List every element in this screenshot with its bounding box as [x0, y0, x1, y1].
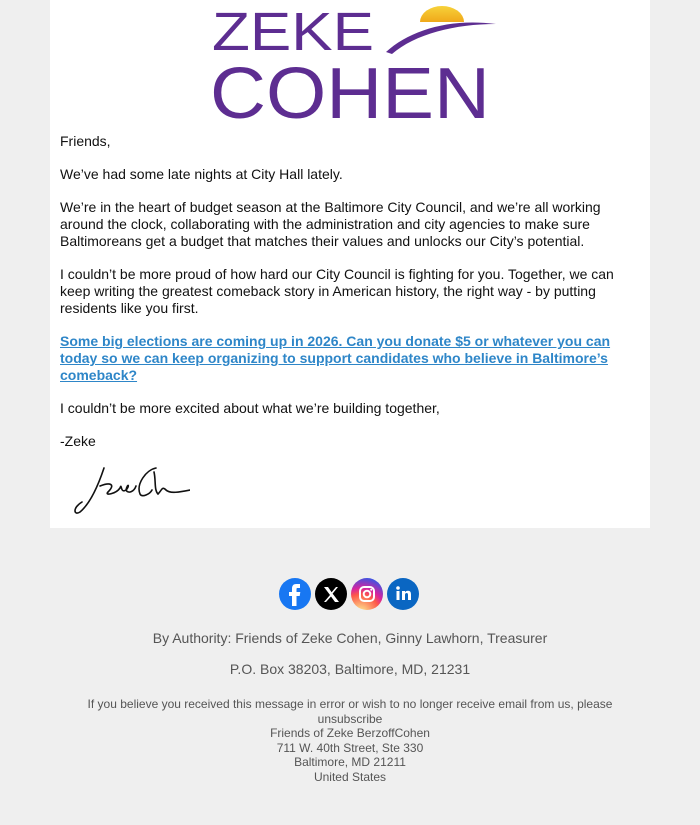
swoosh-icon: [386, 22, 496, 54]
sun-icon: [420, 6, 464, 22]
handwritten-signature: [70, 460, 190, 520]
zeke-cohen-logo: [210, 0, 500, 124]
linkedin-icon[interactable]: [387, 578, 419, 610]
email-body: [60, 133, 630, 466]
paragraph-4: I couldn’t be more excited about what we’re building together,: [60, 400, 440, 416]
logo-text-cohen: COHEN: [210, 54, 490, 124]
signoff: -Zeke: [60, 433, 96, 449]
po-box-line: P.O. Box 38203, Baltimore, MD, 21231: [229, 661, 471, 677]
country-line: United States: [313, 769, 387, 784]
paragraph-3: I couldn’t be more proud of how hard our City Council is fighting for you. Together, we can keep writing the greatest comeback story in American history, the right way - by putting residents like you first.: [60, 266, 614, 316]
facebook-icon[interactable]: [279, 578, 311, 610]
authority-line: By Authority: Friends of Zeke Cohen, Ginny Lawhorn, Treasurer: [152, 630, 548, 646]
footer-fine-print: [80, 697, 620, 784]
donate-paragraph: [60, 333, 630, 384]
city-line: Baltimore, MD 21211: [294, 755, 406, 769]
instagram-icon[interactable]: [351, 578, 383, 610]
unsubscribe-text: If you believe you received this message in error or wish to no longer receive email from us, please: [87, 697, 613, 711]
paragraph-2: We’re in the heart of budget season at the Baltimore City Council, and we’re all working around the clock, collaborating with the administration and city agencies to make sure Baltimoreans get a budget that matches their values and unlocks our City’s potential.: [60, 199, 601, 249]
paragraph-1: We’ve had some late nights at City Hall lately.: [60, 166, 343, 182]
logo-graphic: [210, 0, 500, 124]
unsubscribe-link[interactable]: unsubscribe: [317, 711, 383, 726]
street-address: 711 W. 40th Street, Ste 330: [276, 740, 424, 755]
org-name: Friends of Zeke BerzoffCohen: [270, 726, 430, 740]
greeting: Friends,: [60, 133, 111, 149]
x-icon[interactable]: [315, 578, 347, 610]
social-links: [279, 578, 421, 610]
logo-text-zeke: ZEKE: [212, 2, 374, 62]
donate-link[interactable]: Some big elections are coming up in 2026. Can you donate $5 or whatever you can today so we can keep organizing to support candidates who believe in Baltimore’s comeback?: [60, 333, 611, 383]
email-card: [50, 0, 650, 528]
